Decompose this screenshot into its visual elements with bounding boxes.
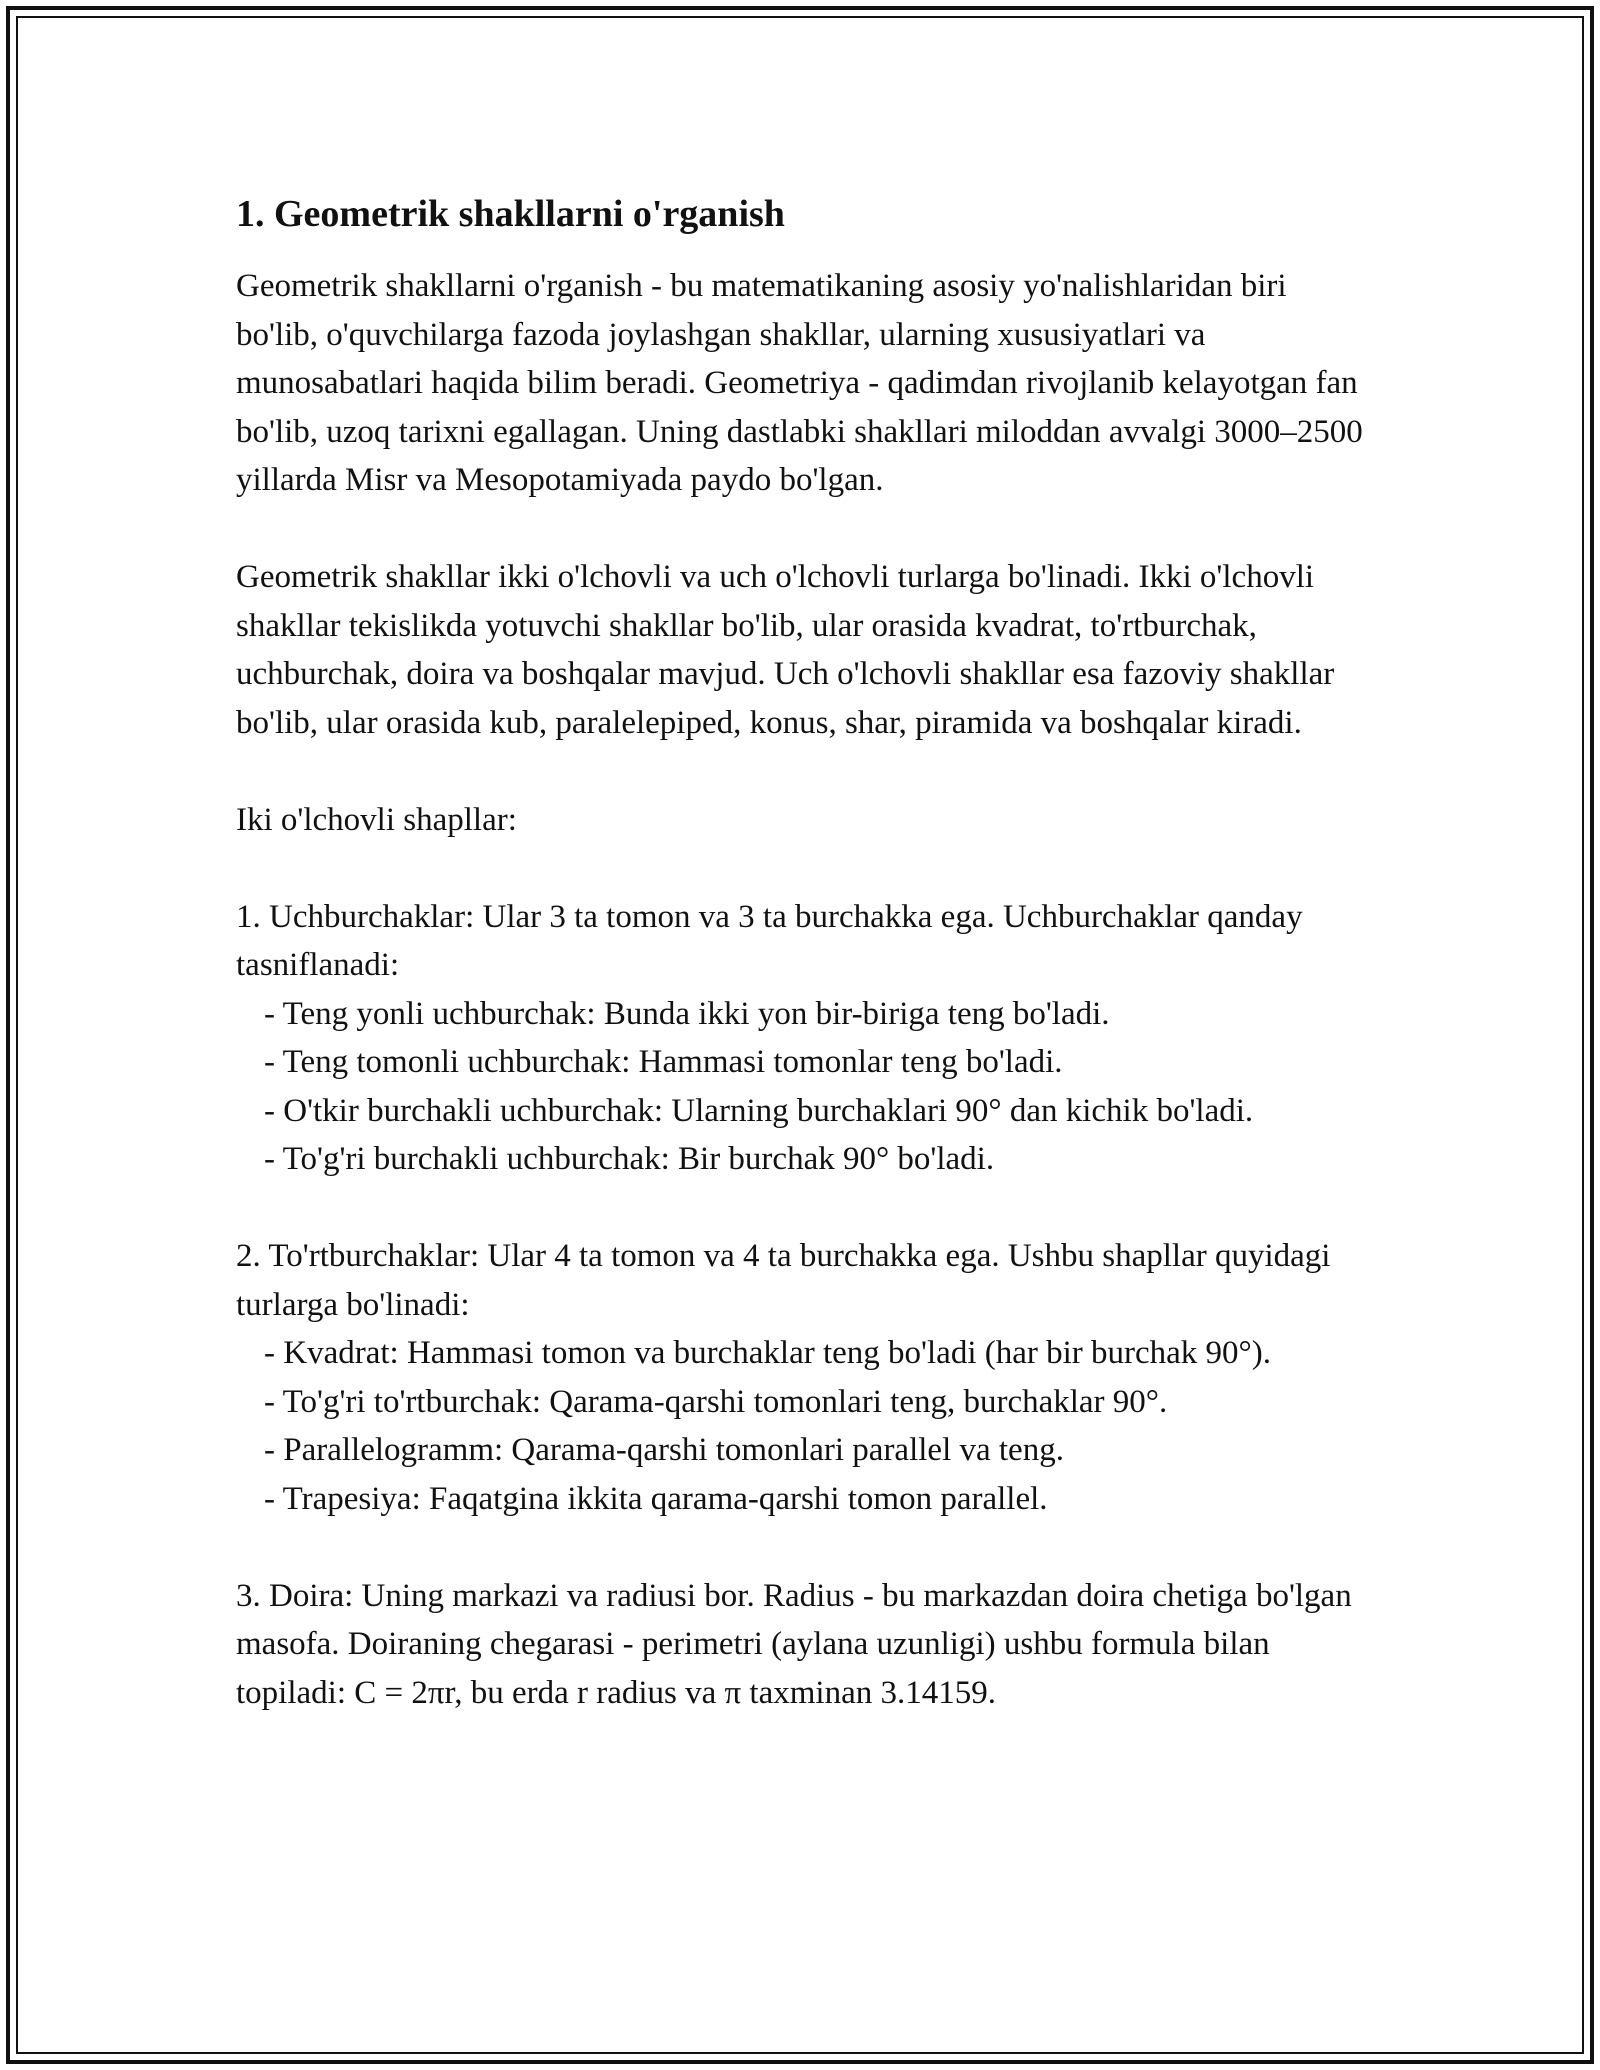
circle-heading: 3. Doira: Uning markazi va radiusi bor. Radius - bu markazdan doira chetiga bo'lgan masofa. Doiraning chegarasi - perimetri (aylana uzunligi) ushbu formula bilan topiladi: C = 2πr, bu erda r radius va π taxminan 3.14159. — [236, 1577, 1352, 1711]
triangles-heading: 1. Uchburchaklar: Ular 3 ta tomon va 3 ta burchakka ega. Uchburchaklar qanday tasniflanadi: — [236, 898, 1303, 983]
two-dimensional-heading: Iki o'lchovli shapllar: — [236, 801, 517, 838]
quadrilaterals-section — [236, 1232, 1366, 1523]
list-item: - Teng yonli uchburchak: Bunda ikki yon bir-biriga teng bo'ladi. — [264, 995, 1110, 1032]
triangles-section — [236, 893, 1366, 1184]
section-title: 1. Geometrik shakllarni o'rganish — [236, 193, 785, 235]
circle-section — [236, 1572, 1366, 1718]
list-item-text: - Kvadrat: Hammasi tomon va burchaklar teng bo'ladi (har bir burchak 90°). — [264, 1335, 1271, 1371]
list-item: - Teng tomonli uchburchak: Hammasi tomonlar teng bo'ladi. — [264, 1044, 1063, 1080]
list-item: - To'g'ri to'rtburchak: Qarama-qarshi tomonlari teng, burchaklar 90°. — [264, 1383, 1168, 1420]
list-item: - Trapesiya: Faqatgina ikkita qarama-qarshi tomon parallel. — [264, 1480, 1048, 1517]
quadrilaterals-heading: 2. To'rtburchaklar: Ular 4 ta tomon va 4 ta burchakka ega. Ushbu shapllar quyidagi turlarga bo'linadi: — [236, 1238, 1331, 1323]
list-item: - Parallelogramm: Qarama-qarshi tomonlari parallel va teng. — [264, 1432, 1064, 1468]
list-item — [236, 1329, 1366, 1378]
document-body — [236, 188, 1366, 1766]
list-item: - To'g'ri burchakli uchburchak: Bir burchak 90° bo'ladi. — [264, 1141, 995, 1177]
shape-types-paragraph: Geometrik shakllar ikki o'lchovli va uch o'lchovli turlarga bo'linadi. Ikki o'lchovli shakllar tekislikda yotuvchi shakllar bo'lib, ular orasida kvadrat, to'rtburchak, uchburchak, doira va boshqalar mavjud. Uch o'lchovli shakllar esa fazoviy shakllar bo'lib, ular orasida kub, paralelepiped, konus, shar, piramida va boshqalar kiradi. — [236, 559, 1335, 741]
intro-paragraph: Geometrik shakllarni o'rganish - bu matematikaning asosiy yo'nalishlaridan biri bo'lib, o'quvchilarga fazoda joylashgan shakllar, ularning xususiyatlari va munosabatlari haqida bilim beradi. Geometriya - qadimdan rivojlanib kelayotgan fan bo'lib, uzoq tarixni egallagan. Uning dastlabki shakllari miloddan avvalgi 3000–2500 yillarda Misr va Mesopotamiyada paydo bo'lgan. — [236, 268, 1363, 498]
list-item: - O'tkir burchakli uchburchak: Ularning burchaklari 90° dan kichik bo'ladi. — [264, 1092, 1254, 1129]
